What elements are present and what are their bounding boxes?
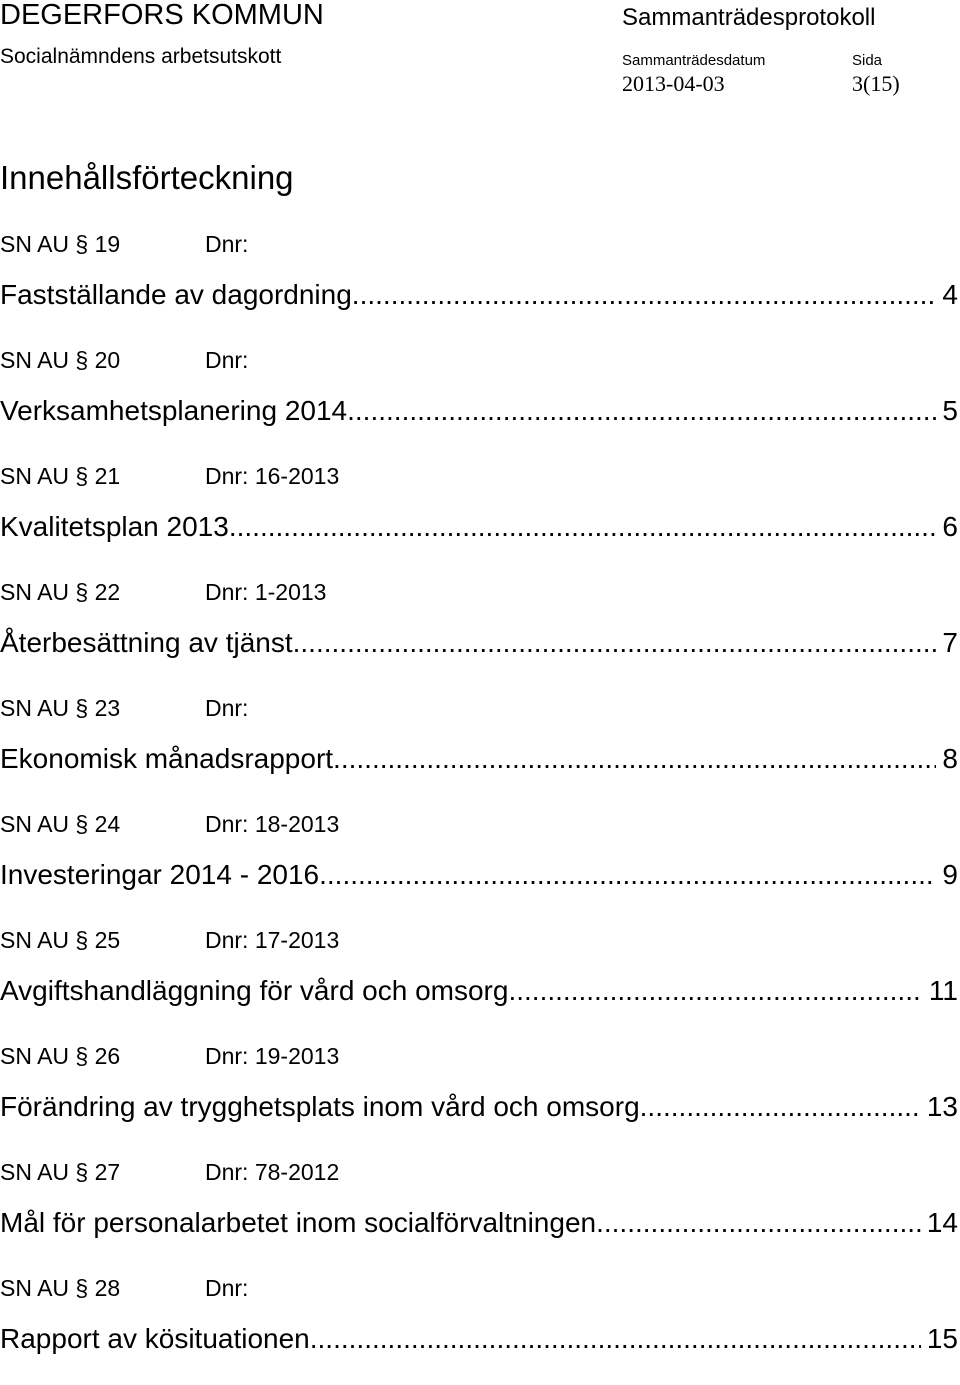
toc-link[interactable]: [0, 739, 958, 779]
dot-leader: [596, 1203, 921, 1243]
entry-page: 6: [942, 511, 958, 542]
toc-entry: [0, 805, 960, 921]
diary-number: Dnr:: [205, 347, 249, 373]
paragraph-ref: SN AU § 20: [0, 347, 121, 373]
paragraph-ref: SN AU § 25: [0, 927, 121, 953]
toc-link[interactable]: [0, 1087, 958, 1127]
paragraph-ref: SN AU § 19: [0, 231, 121, 257]
toc-link[interactable]: [0, 855, 958, 895]
entry-page: 5: [942, 395, 958, 426]
entry-page: 14: [926, 1207, 958, 1238]
toc-entry: [0, 225, 960, 341]
diary-number: Dnr:: [205, 695, 249, 721]
dot-leader: [640, 1087, 921, 1127]
diary-number: Dnr:: [205, 1275, 249, 1301]
dot-leader: [293, 623, 937, 663]
entry-page: 9: [942, 859, 958, 890]
toc-entry: [0, 1037, 960, 1153]
toc-link[interactable]: [0, 275, 958, 315]
entry-page: 4: [942, 279, 958, 310]
toc-entry: [0, 341, 960, 457]
diary-number: Dnr: 19-2013: [205, 1043, 340, 1069]
dot-leader: [333, 739, 936, 779]
diary-number: Dnr: 1-2013: [205, 579, 327, 605]
paragraph-ref: SN AU § 21: [0, 463, 121, 489]
entry-title: Avgiftshandläggning för vård och omsorg: [0, 975, 509, 1006]
page-number: 3(15): [852, 71, 900, 96]
dot-leader: [310, 1319, 921, 1359]
toc-entry: [0, 921, 960, 1037]
dot-leader: [319, 855, 936, 895]
entry-title: Rapport av kösituationen: [0, 1323, 310, 1354]
paragraph-ref: SN AU § 22: [0, 579, 121, 605]
document-type: Sammanträdesprotokoll: [622, 4, 876, 31]
entry-page: 13: [926, 1091, 958, 1122]
dot-leader: [347, 391, 936, 431]
toc-link[interactable]: [0, 391, 958, 431]
entry-title: Kvalitetsplan 2013: [0, 511, 229, 542]
toc-entry: [0, 689, 960, 805]
toc-entry: [0, 573, 960, 689]
toc-link[interactable]: [0, 623, 958, 663]
entry-title: Ekonomisk månadsrapport: [0, 743, 334, 774]
entry-title: Återbesättning av tjänst: [0, 627, 293, 658]
toc-link[interactable]: [0, 971, 958, 1011]
toc-entry: [0, 1269, 960, 1385]
paragraph-ref: SN AU § 23: [0, 695, 121, 721]
entry-page: 11: [928, 975, 958, 1006]
entry-page: 7: [942, 627, 958, 658]
entry-page: 15: [926, 1323, 958, 1354]
entry-title: Fastställande av dagordning: [0, 279, 352, 310]
toc-link[interactable]: [0, 1319, 958, 1359]
toc-heading: Innehållsförteckning: [0, 159, 294, 196]
entry-title: Verksamhetsplanering 2014: [0, 395, 348, 426]
table-of-contents: [0, 225, 960, 1385]
entry-title: Förändring av trygghetsplats inom vård och omsorg: [0, 1091, 640, 1122]
organization-name: DEGERFORS KOMMUN: [0, 0, 324, 31]
dot-leader: [229, 507, 937, 547]
diary-number: Dnr: 17-2013: [205, 927, 340, 953]
paragraph-ref: SN AU § 26: [0, 1043, 121, 1069]
entry-title: Investeringar 2014 - 2016: [0, 859, 320, 890]
dot-leader: [508, 971, 922, 1011]
paragraph-ref: SN AU § 27: [0, 1159, 121, 1185]
diary-number: Dnr: 16-2013: [205, 463, 340, 489]
meeting-date-label: Sammanträdesdatum: [622, 52, 766, 69]
toc-link[interactable]: [0, 507, 958, 547]
entry-page: 8: [942, 743, 958, 774]
committee-name: Socialnämndens arbetsutskott: [0, 45, 282, 68]
entry-title: Mål för personalarbetet inom socialförvaltningen: [0, 1207, 597, 1238]
diary-number: Dnr: 18-2013: [205, 811, 340, 837]
toc-entry: [0, 457, 960, 573]
diary-number: Dnr: 78-2012: [205, 1159, 340, 1185]
toc-link[interactable]: [0, 1203, 958, 1243]
dot-leader: [352, 275, 937, 315]
meeting-date-value: 2013-04-03: [622, 71, 725, 96]
page-label: Sida: [852, 52, 883, 69]
diary-number: Dnr:: [205, 231, 249, 257]
paragraph-ref: SN AU § 24: [0, 811, 121, 837]
paragraph-ref: SN AU § 28: [0, 1275, 121, 1301]
toc-entry: [0, 1153, 960, 1269]
